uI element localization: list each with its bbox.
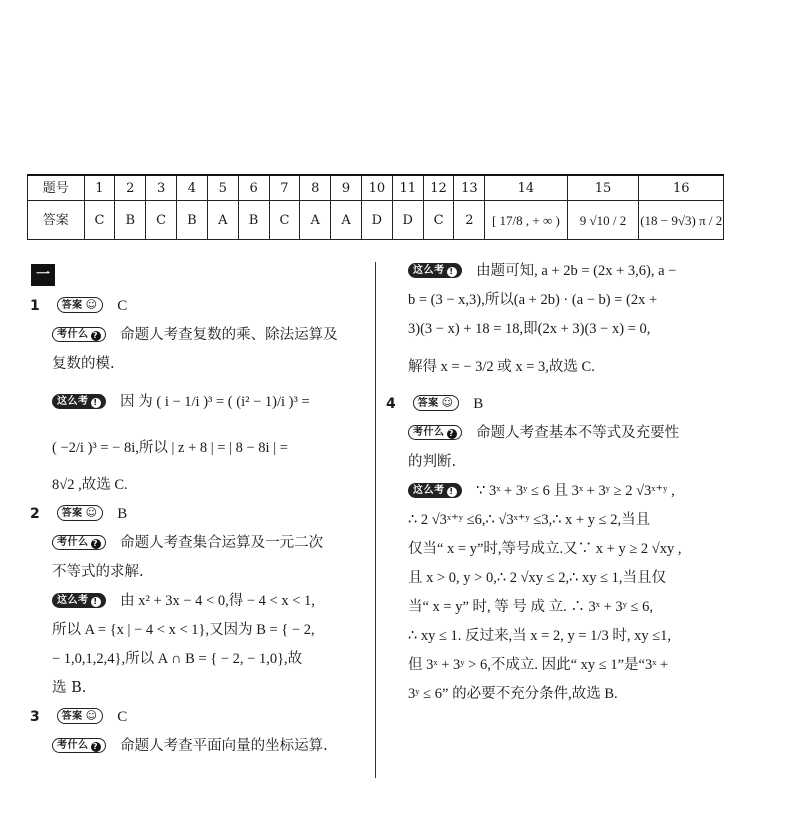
how-tag: 这么考 !: [52, 593, 106, 608]
table-header-cell: 4: [177, 175, 208, 201]
question-mark-icon: ?: [91, 742, 101, 752]
answer-tag: 答案 ☺: [57, 708, 103, 724]
answer-tag: 答案 ☺: [413, 395, 459, 411]
question-mark-icon: ?: [91, 539, 101, 549]
table-answer-cell: C: [423, 201, 454, 240]
text-line: 的判断.: [408, 454, 457, 470]
exclamation-icon: !: [447, 267, 457, 277]
question-2-answer-line: [30, 500, 362, 529]
text-line: 复数的模.: [52, 356, 115, 372]
exclamation-icon: !: [91, 398, 101, 408]
table-header-cell: 14: [485, 175, 567, 201]
text-line: − 1,0,1,2,4},所以 A ∩ B = { − 2, − 1,0},故: [52, 651, 303, 667]
table-header-cell: 12: [423, 175, 454, 201]
table-answer-cell: A: [207, 201, 238, 240]
text-line: 命题人考查平面向量的坐标运算.: [120, 738, 328, 754]
text-line: 所以 A = {x | − 4 < x < 1},又因为 B = { − 2,: [52, 622, 315, 638]
table-header-cell: 3: [146, 175, 177, 201]
text-line: ( −2/i )³ = − 8i,所以 | z + 8 | = | 8 − 8i | =: [52, 440, 288, 456]
question-mark-icon: ?: [447, 429, 457, 439]
table-header-cell: 16: [639, 175, 724, 201]
table-header-cell: 13: [454, 175, 485, 201]
question-4-answer-line: [386, 390, 726, 419]
right-column: [386, 257, 726, 709]
table-answer-cell: D: [392, 201, 423, 240]
table-answer-cell: B: [177, 201, 208, 240]
text-line: 命题人考查基本不等式及充要性: [476, 425, 680, 441]
table-header-cell: 6: [238, 175, 269, 201]
table-answer-cell: D: [361, 201, 392, 240]
question-3-answer-line: [30, 703, 362, 732]
text-line: 3ʸ ≤ 6” 的必要不充分条件,故选 B.: [408, 686, 618, 702]
answer-choice: B: [473, 396, 484, 412]
text-line: 但 3ˣ + 3ʸ > 6,不成立. 因此“ xy ≤ 1”是“3ˣ +: [408, 657, 669, 673]
how-line: [386, 257, 726, 286]
what-tag: 考什么 ?: [52, 738, 106, 753]
question-number: 3: [30, 709, 40, 725]
table-answer-cell: A: [300, 201, 331, 240]
text-line: 3)(3 − x) + 18 = 18,即(2x + 3)(3 − x) = 0,: [408, 321, 651, 337]
what-line: [30, 321, 362, 350]
what-tag: 考什么 ?: [52, 535, 106, 550]
smile-icon: ☺: [85, 298, 98, 311]
question-mark-icon: ?: [91, 331, 101, 341]
table-answer-cell: 2: [454, 201, 485, 240]
answer-choice: C: [117, 298, 128, 314]
exclamation-icon: !: [91, 597, 101, 607]
how-tag: 这么考 !: [408, 483, 462, 498]
table-header-cell: 7: [269, 175, 300, 201]
table-header-cell: 1: [84, 175, 115, 201]
left-column: [30, 292, 362, 761]
text-line: 命题人考查复数的乘、除法运算及: [120, 327, 338, 343]
text-line: 仅当“ x = y”时,等号成立.又∵ x + y ≥ 2 √xy ,: [408, 541, 682, 557]
text-line: 不等式的求解.: [52, 564, 144, 580]
smile-icon: ☺: [85, 506, 98, 519]
text-line: 且 x > 0, y > 0,∴ 2 √xy ≤ 2,∴ xy ≤ 1,当且仅: [408, 570, 667, 586]
what-line: [386, 419, 726, 448]
how-tag: 这么考 !: [52, 394, 106, 409]
smile-icon: ☺: [85, 709, 98, 722]
answer-tag: 答案 ☺: [57, 505, 103, 521]
question-number: 1: [30, 298, 40, 314]
how-line: [30, 379, 362, 425]
what-tag: 考什么 ?: [52, 327, 106, 342]
how-tag: 这么考 !: [408, 263, 462, 278]
table-answer-cell: B: [115, 201, 146, 240]
table-header-cell: 5: [207, 175, 238, 201]
table-header-cell: 11: [392, 175, 423, 201]
column-divider: [375, 262, 376, 778]
table-answer-cell: C: [146, 201, 177, 240]
question-number: 4: [386, 396, 396, 412]
what-line: [30, 732, 362, 761]
text-line: 因 为 ( i − 1/i )³ = ( (i² − 1)/i )³ =: [120, 394, 310, 410]
table-header-cell: 2: [115, 175, 146, 201]
question-1-answer-line: [30, 292, 362, 321]
question-number: 2: [30, 506, 40, 522]
text-line: 由 x² + 3x − 4 < 0,得 − 4 < x < 1,: [120, 593, 315, 609]
table-row-label-answer: 答案: [28, 201, 85, 240]
text-line: 当“ x = y” 时, 等 号 成 立. ∴ 3ˣ + 3ʸ ≤ 6,: [408, 599, 654, 615]
text-line: 命题人考查集合运算及一元二次: [120, 535, 324, 551]
section-mark: 一: [31, 264, 55, 286]
table-answer-cell: A: [331, 201, 362, 240]
text-line: b = (3 − x,3),所以(a + 2b) · (a − b) = (2x +: [408, 292, 658, 308]
text-line: ∴ 2 √3ˣ⁺ʸ ≤6,∴ √3ˣ⁺ʸ ≤3,∴ x + y ≤ 2,当且: [408, 512, 651, 528]
text-line: ∵ 3ˣ + 3ʸ ≤ 6 且 3ˣ + 3ʸ ≥ 2 √3ˣ⁺ʸ ,: [476, 483, 675, 499]
table-row-label-number: 题号: [28, 175, 85, 201]
table-header-cell: 10: [361, 175, 392, 201]
exclamation-icon: !: [447, 487, 457, 497]
table-answer-cell: B: [238, 201, 269, 240]
table-header-cell: 8: [300, 175, 331, 201]
table-answer-cell: C: [269, 201, 300, 240]
table-header-cell: 15: [567, 175, 639, 201]
smile-icon: ☺: [441, 396, 454, 409]
answer-choice: B: [117, 506, 128, 522]
how-line: [386, 477, 726, 506]
text-line: 8√2 ,故选 C.: [52, 477, 128, 493]
text-line: ∴ xy ≤ 1. 反过来,当 x = 2, y = 1/3 时, xy ≤1,: [408, 628, 672, 644]
table-answer-cell: (18 − 9√3) π / 2: [639, 201, 724, 240]
text-line: 解得 x = − 3/2 或 x = 3,故选 C.: [408, 359, 595, 375]
what-line: [30, 529, 362, 558]
table-answer-cell: [ 17/8 , + ∞ ): [485, 201, 567, 240]
table-answer-cell: 9 √10 / 2: [567, 201, 639, 240]
text-line: 由题可知, a + 2b = (2x + 3,6), a −: [476, 263, 677, 279]
answer-table: [27, 174, 724, 240]
text-line: 选 B.: [52, 680, 87, 696]
what-tag: 考什么 ?: [408, 425, 462, 440]
table-answer-cell: C: [84, 201, 115, 240]
answer-tag: 答案 ☺: [57, 297, 103, 313]
answer-choice: C: [117, 709, 128, 725]
table-header-cell: 9: [331, 175, 362, 201]
how-line: [30, 587, 362, 616]
